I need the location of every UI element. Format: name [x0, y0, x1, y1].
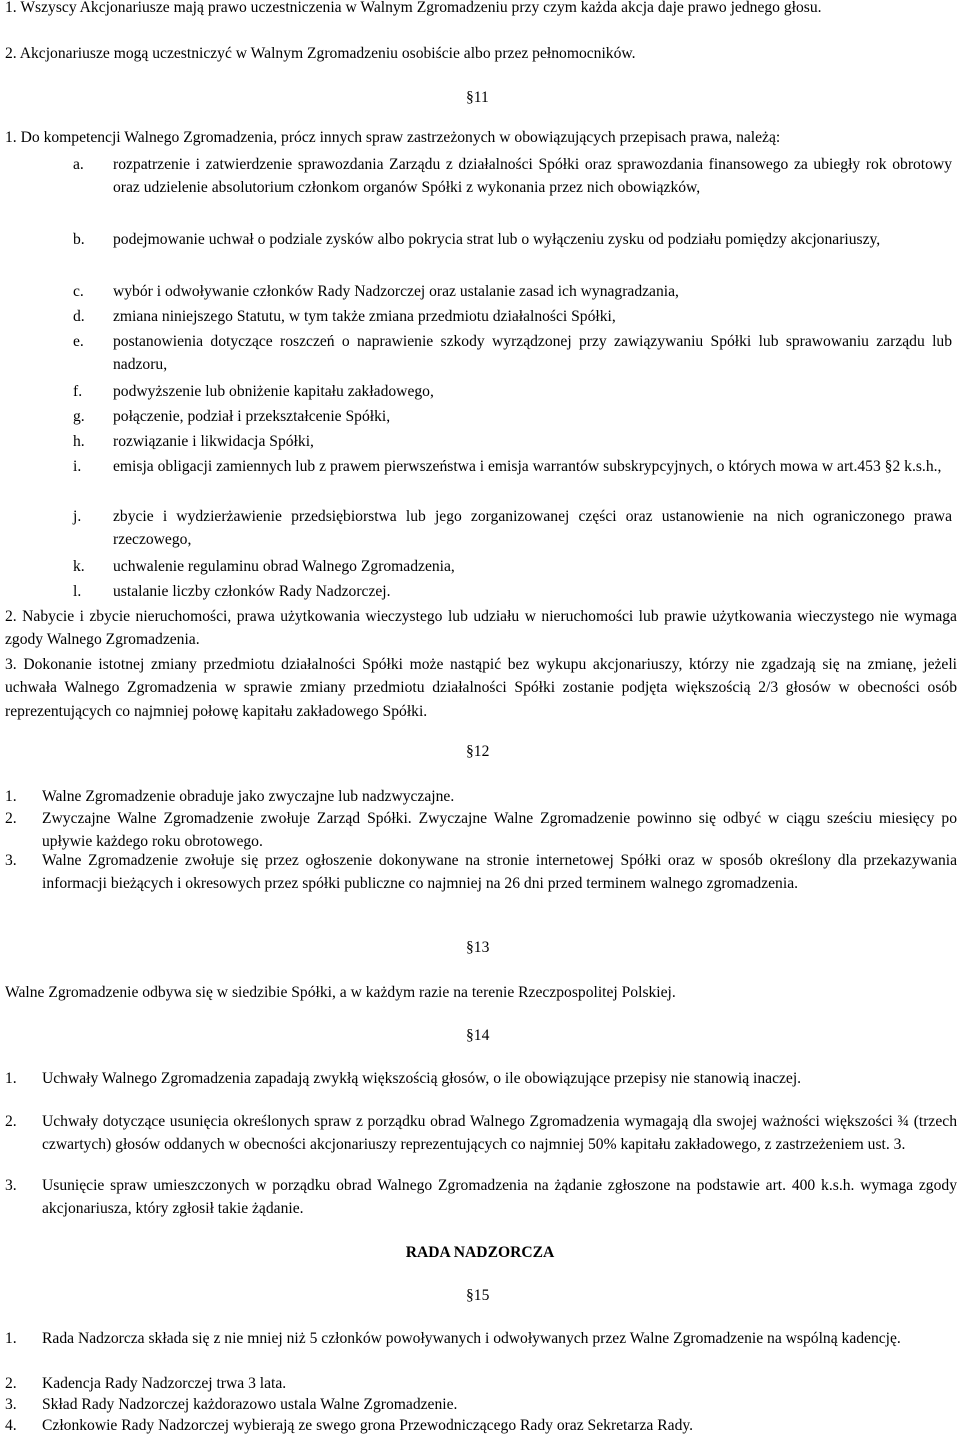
list-item-label: f. [73, 383, 83, 400]
list-item-label: l. [73, 583, 82, 600]
list-item-text: wybór i odwoływanie członków Rady Nadzorczej oraz ustalanie zasad ich wynagradzania, [113, 283, 679, 300]
s13-paragraph: Walne Zgromadzenie odbywa się w siedzibie Spółki, a w każdym razie na terenie Rzeczpospolitej Polskiej. [5, 984, 676, 1001]
list-item-text: podwyższenie lub obniżenie kapitału zakładowego, [113, 383, 434, 400]
list-item-label: a. [73, 156, 84, 173]
list-item-text: zmiana niniejszego Statutu, w tym także zmiana przedmiotu działalności Spółki, [113, 308, 616, 325]
list-item-text: zbycie i wydzierżawienie przedsiębiorstwa lub jego zorganizowanej części oraz ustanowienie na nich ograniczonego prawa rzeczowego, [113, 508, 952, 549]
list-item-text: emisja obligacji zamiennych lub z prawem pierwszeństwa i emisja warrantów subskrypcyjnych, o których mowa w art.453 §2 k.s.h., [113, 458, 942, 475]
list-item-text: rozwiązanie i likwidacja Spółki, [113, 433, 314, 450]
list-item-label: 1. [5, 1070, 17, 1087]
list-item-label: b. [73, 231, 85, 248]
list-item-label: 2. [5, 810, 17, 827]
s11-paragraph-2-label: 2. [5, 608, 17, 625]
list-item-text: Zwyczajne Walne Zgromadzenie zwołuje Zarząd Spółki. Zwyczajne Walne Zgromadzenie powinno się odbyć w ciągu sześciu miesięcy po upływie każdego roku obrotowego. [42, 810, 957, 851]
section-11-heading: §11 [466, 89, 489, 106]
section-14-heading: §14 [466, 1027, 490, 1044]
s11-paragraph-1-text: Do kompetencji Walnego Zgromadzenia, prócz innych spraw zastrzeżonych w obowiązujących przepisach prawa, należą: [20, 129, 781, 146]
list-item-text: Uchwały dotyczące usunięcia określonych spraw z porządku obrad Walnego Zgromadzenia wymagają dla swojej ważności większości ¾ (trzech czwartych) głosów oddanych w obecności akcjonariuszy reprezentujących co najmniej 50% kapitału zakładowego, z zastrzeżeniem ust. 3. [42, 1113, 957, 1154]
list-item-label: c. [73, 283, 84, 300]
list-item-label: d. [73, 308, 85, 325]
list-item-label: 2. [5, 1375, 17, 1392]
list-item-label: k. [73, 558, 85, 575]
s11-paragraph-1-label: 1. [5, 129, 17, 146]
list-item-label: h. [73, 433, 85, 450]
list-item-text: ustalanie liczby członków Rady Nadzorczej. [113, 583, 391, 600]
list-item-text: Rada Nadzorcza składa się z nie mniej niż 5 członków powoływanych i odwoływanych przez Walne Zgromadzenie na wspólną kadencję. [42, 1330, 901, 1347]
s11-paragraph-3-label: 3. [5, 656, 17, 673]
list-item-text: postanowienia dotyczące roszczeń o naprawienie szkody wyrządzonej przy zawiązywaniu Spółki lub sprawowaniu zarządu lub nadzoru, [113, 333, 952, 374]
paragraph-2 [5, 42, 957, 65]
list-item-label: 3. [5, 852, 17, 869]
list-item-text: Kadencja Rady Nadzorczej trwa 3 lata. [42, 1375, 287, 1392]
section-12-heading: §12 [466, 743, 490, 760]
list-item-text: Uchwały Walnego Zgromadzenia zapadają zwykłą większością głosów, o ile obowiązujące przepisy nie stanowią inaczej. [42, 1070, 802, 1087]
list-item-text: rozpatrzenie i zatwierdzenie sprawozdania Zarządu z działalności Spółki oraz sprawozdania finansowego za ubiegły rok obrotowy oraz udzielenie absolutorium członkom organów Spółki z wykonania przez nich obowiązków, [113, 156, 952, 197]
list-item-label: 4. [5, 1417, 17, 1434]
list-item-text: połączenie, podział i przekształcenie Spółki, [113, 408, 391, 425]
list-item-label: 1. [5, 1330, 17, 1347]
list-item-text: Walne Zgromadzenie zwołuje się przez ogłoszenie dokonywane na stronie internetowej Spółki oraz w sposób określony dla przekazywania informacji bieżących i okresowych przez spółki publiczne co najmniej na 26 dni przed terminem walnego zgromadzenia. [42, 852, 957, 893]
list-item-label: 3. [5, 1177, 17, 1194]
section-13-heading: §13 [466, 939, 490, 956]
s11-paragraph-3 [5, 653, 957, 723]
list-item-text: Usunięcie spraw umieszczonych w porządku obrad Walnego Zgromadzenia na żądanie zgłoszone na podstawie art. 400 k.s.h. wymaga zgody akcjonariusza, który zgłosił takie żądanie. [42, 1177, 957, 1218]
list-item-text: uchwalenie regulaminu obrad Walnego Zgromadzenia, [113, 558, 455, 575]
list-item-text: podejmowanie uchwał o podziale zysków albo pokrycia strat lub o wyłączeniu zysku od podziału pomiędzy akcjonariuszy, [113, 231, 881, 248]
list-item-label: 2. [5, 1113, 17, 1130]
list-item-text: Skład Rady Nadzorczej każdorazowo ustala Walne Zgromadzenie. [42, 1396, 458, 1413]
list-item-label: 3. [5, 1396, 17, 1413]
list-item-label: e. [73, 333, 84, 350]
section-15-heading: §15 [466, 1287, 490, 1304]
paragraph-2-label: 2. [5, 45, 17, 62]
paragraph-1-text: Wszyscy Akcjonariusze mają prawo uczestniczenia w Walnym Zgromadzeniu przy czym każda akcja daje prawo jednego głosu. [20, 0, 822, 16]
paragraph-1 [5, 0, 957, 19]
paragraph-2-text: Akcjonariusze mogą uczestniczyć w Walnym Zgromadzeniu osobiście albo przez pełnomocników. [19, 45, 636, 62]
s11-paragraph-3-text: Dokonanie istotnej zmiany przedmiotu działalności Spółki może nastąpić bez wykupu akcjonariuszy, którzy nie zgadzają się na zmianę, jeżeli uchwała Walnego Zgromadzenia w sprawie zmiany przedmiotu działalności Spółki zostanie podjęta większością 2/3 głosów w obecności osób reprezentujących co najmniej połowę kapitału zakładowego Spółki. [5, 656, 957, 720]
list-item-text: Walne Zgromadzenie obraduje jako zwyczajne lub nadzwyczajne. [42, 788, 455, 805]
s11-paragraph-1 [5, 126, 957, 149]
list-item-label: g. [73, 408, 85, 425]
list-item-label: i. [73, 458, 82, 475]
paragraph-1-label: 1. [5, 0, 17, 16]
list-item-label: j. [73, 508, 82, 525]
s11-paragraph-2-text: Nabycie i zbycie nieruchomości, prawa użytkowania wieczystego lub udziału w nieruchomości lub prawie użytkowania wieczystego nie wymaga zgody Walnego Zgromadzenia. [5, 608, 957, 649]
s11-paragraph-2 [5, 605, 957, 652]
rada-nadzorcza-heading: RADA NADZORCZA [405, 1244, 555, 1261]
list-item-label: 1. [5, 788, 17, 805]
list-item-text: Członkowie Rady Nadzorczej wybierają ze swego grona Przewodniczącego Rady oraz Sekretarza Rady. [42, 1417, 694, 1434]
